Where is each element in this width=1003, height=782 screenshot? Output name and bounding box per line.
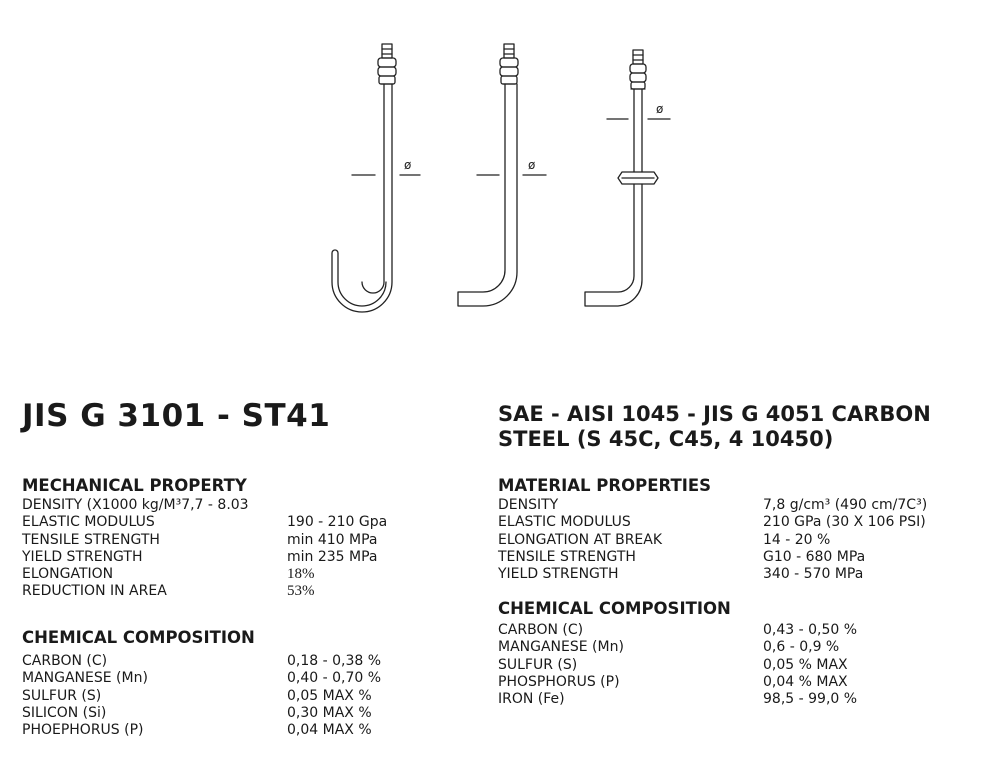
right-chemical-heading: CHEMICAL COMPOSITION — [498, 599, 731, 618]
property-value: min 235 MPa — [287, 548, 378, 565]
table-row — [498, 691, 857, 708]
table-row — [498, 639, 857, 656]
table-row — [22, 722, 381, 739]
left-title: JIS G 3101 - ST41 — [22, 398, 331, 434]
table-row — [498, 622, 857, 639]
element-label: PHOEPHORUS (P) — [22, 722, 144, 739]
property-label: YIELD STRENGTH — [498, 566, 619, 583]
element-label: CARBON (C) — [22, 653, 108, 669]
property-label: ELONGATION AT BREAK — [498, 531, 663, 548]
diameter-label-1: ø — [404, 158, 412, 172]
mechanical-property-heading: MECHANICAL PROPERTY — [22, 476, 247, 495]
table-row — [22, 583, 387, 600]
right-chemical-list — [498, 622, 857, 708]
left-chemical-list — [22, 653, 381, 739]
element-label: IRON (Fe) — [498, 691, 565, 708]
element-value: 0,05 MAX % — [287, 687, 372, 704]
diameter-label-3: ø — [656, 102, 664, 116]
property-value: 340 - 570 MPa — [763, 566, 864, 583]
anchor-bolt-drawings — [0, 0, 1003, 330]
table-row — [498, 674, 857, 691]
element-label: SILICON (Si) — [22, 704, 107, 721]
table-row — [498, 514, 927, 531]
table-row — [22, 670, 381, 687]
mechanical-property-list — [22, 497, 387, 601]
property-value: 53% — [287, 583, 315, 600]
property-label: DENSITY (X1000 kg/M³7,7 - 8.03 — [22, 497, 249, 513]
table-row — [498, 532, 927, 549]
property-label: DENSITY — [498, 497, 559, 513]
property-label: REDUCTION IN AREA — [22, 583, 167, 600]
property-value: 210 GPa (30 X 106 PSI) — [763, 514, 926, 531]
right-title: SAE - AISI 1045 - JIS G 4051 CARBON STEEL (S 45C, C45, 4 10450) — [498, 402, 931, 452]
property-label: ELASTIC MODULUS — [22, 514, 155, 531]
element-value: 98,5 - 99,0 % — [763, 691, 858, 708]
material-properties-list — [498, 497, 927, 583]
element-value: 0,6 - 0,9 % — [763, 639, 840, 656]
element-value: 0,18 - 0,38 % — [287, 653, 382, 669]
element-label: MANGANESE (Mn) — [22, 670, 148, 687]
element-value: 0,04 MAX % — [287, 722, 372, 739]
property-label: ELONGATION — [22, 566, 114, 583]
element-value: 0,30 MAX % — [287, 704, 372, 721]
table-row — [22, 705, 381, 722]
property-value: 7,8 g/cm³ (490 cm/7C³) — [763, 497, 928, 513]
element-value: 0,05 % MAX — [763, 656, 848, 673]
property-value: G10 - 680 MPa — [763, 548, 866, 565]
property-value: 18% — [287, 566, 315, 583]
table-row — [22, 532, 387, 549]
element-label: MANGANESE (Mn) — [498, 639, 624, 656]
property-label: TENSILE STRENGTH — [498, 548, 636, 565]
table-row — [498, 497, 927, 514]
table-row — [22, 549, 387, 566]
l-bolt-drawing — [458, 44, 546, 306]
table-row — [22, 497, 387, 514]
table-row — [498, 549, 927, 566]
left-chemical-heading: CHEMICAL COMPOSITION — [22, 628, 255, 647]
table-row — [22, 514, 387, 531]
element-label: CARBON (C) — [498, 622, 584, 638]
property-label: ELASTIC MODULUS — [498, 514, 631, 531]
element-value: 0,43 - 0,50 % — [763, 622, 858, 638]
property-value: min 410 MPa — [287, 531, 378, 548]
element-label: PHOSPHORUS (P) — [498, 673, 620, 690]
table-row — [22, 653, 381, 670]
element-value: 0,40 - 0,70 % — [287, 670, 382, 687]
property-label: TENSILE STRENGTH — [22, 531, 160, 548]
diameter-label-2: ø — [528, 158, 536, 172]
l-bolt-with-plate-drawing — [585, 50, 670, 306]
table-row — [22, 688, 381, 705]
property-value: 190 - 210 Gpa — [287, 514, 388, 531]
element-label: SULFUR (S) — [22, 687, 102, 704]
table-row — [498, 657, 857, 674]
property-value: 14 - 20 % — [763, 531, 831, 548]
j-bolt-drawing — [332, 44, 420, 312]
element-label: SULFUR (S) — [498, 656, 578, 673]
table-row — [498, 566, 927, 583]
property-label: YIELD STRENGTH — [22, 548, 143, 565]
element-value: 0,04 % MAX — [763, 673, 848, 690]
table-row — [22, 566, 387, 583]
material-properties-heading: MATERIAL PROPERTIES — [498, 476, 712, 495]
